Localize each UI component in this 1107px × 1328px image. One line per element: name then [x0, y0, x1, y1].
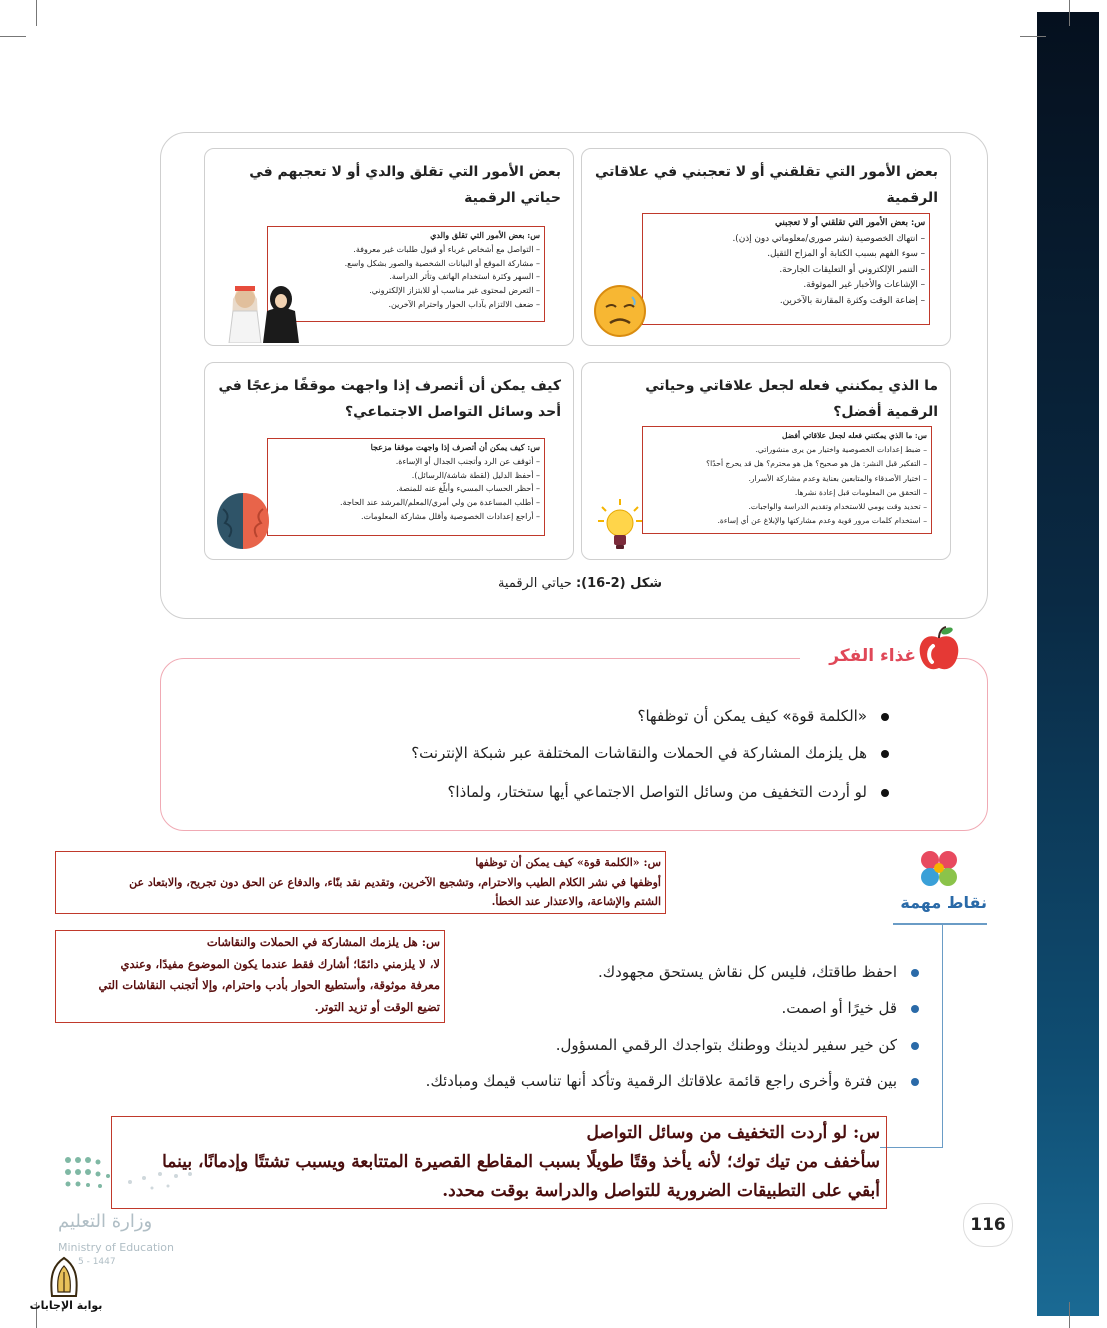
note-line: – التفكير قبل النشر: هل هو صحيح؟ هل هو محترم؟ هل قد يحرج أحدًا؟	[706, 459, 927, 469]
handwritten-note	[642, 426, 932, 534]
flower-icon	[918, 848, 960, 888]
card-handle-annoying	[204, 362, 574, 560]
note-line: – أطلب المساعدة من ولي أمري/المعلم/المرشد عند الحاجة.	[340, 498, 540, 508]
crop-mark	[0, 36, 26, 37]
card-title: كيف يمكن أن أتصرف إذا واجهت موقفًا مزعجًا في أحد وسائل التواصل الاجتماعي؟	[218, 378, 561, 420]
note-line: – أراجع إعدادات الخصوصية وأقلل مشاركة المعلومات.	[360, 511, 540, 521]
points-bullet-text: بين فترة وأخرى راجع قائمة علاقاتك الرقمية وتأكد أنها تناسب قيمك ومبادئك.	[425, 1072, 897, 1090]
points-bullet	[781, 998, 919, 1018]
bullet-dot	[881, 750, 889, 758]
watermark-text: بوابة الإجابات	[29, 1299, 103, 1312]
lightbulb-icon	[596, 497, 644, 553]
bullet-dot	[881, 789, 889, 797]
ministry-name-en: Ministry of Education	[58, 1241, 175, 1254]
bullet-dot	[911, 1042, 919, 1050]
crop-mark	[1020, 36, 1046, 37]
note-line: – أحظر الحساب المسيء وأبلّغ عنه للمنصة.	[396, 484, 540, 494]
figure-caption	[380, 576, 780, 591]
page-number: 116	[963, 1203, 1013, 1247]
note-line: س: ما الذي يمكنني فعله لجعل علاقاتي أفضل	[782, 431, 927, 440]
note-line: – التواصل مع أشخاص غرباء أو قبول طلبات غير معروفة.	[353, 244, 540, 254]
note-line: الشتم والإشاعة، والاعتذار عند الخطأ.	[491, 895, 661, 908]
points-divider	[893, 923, 987, 925]
points-bullet	[556, 1035, 919, 1055]
note-line: سأخفف من تيك توك؛ لأنه يأخذ وقتًا طويلًا بسبب المقاطع القصيرة المتتابعة ويسبب تشتتًا وإدمانًا، بينما	[162, 1152, 880, 1172]
note-line: – اختيار الأصدقاء والمتابعين بعناية وعدم مشاركة الأسرار.	[748, 473, 927, 483]
note-line: تضيع الوقت أو تزيد التوتر.	[314, 999, 440, 1014]
note-line: – السهر وكثرة استخدام الهاتف وتأثر الدراسة.	[389, 272, 540, 282]
card-title: بعض الأمور التي تقلق والدي أو لا تعجبهم في حياتي الرقمية	[249, 164, 561, 206]
note-line: – ضبط إعدادات الخصوصية واختيار من يرى منشوراتي.	[755, 445, 927, 455]
note-line: أبقي على التطبيقات الضرورية للتواصل والدراسة بوقت محدد.	[442, 1181, 880, 1201]
note-line: – مشاركة الموقع أو البيانات الشخصية والصور بشكل واسع.	[344, 258, 540, 268]
note-line: – التعرض لمحتوى غير مناسب أو للابتزاز الإلكتروني.	[369, 286, 540, 296]
note-line: – أحفظ الدليل (لقطة شاشة/الرسائل).	[411, 470, 540, 480]
bullet-dot	[911, 969, 919, 977]
page-edge-band	[1037, 12, 1099, 1316]
note-line: س: بعض الأمور التي تقلقني أو لا تعجبني	[775, 218, 925, 228]
note-line: س: «الكلمة قوة» كيف يمكن أن توظفها	[475, 856, 661, 869]
note-line: لا، لا يلزمني دائمًا؛ أشارك فقط عندما يكون الموضوع مفيدًا، وعندي	[120, 956, 440, 971]
note-line: أوظفها في نشر الكلام الطيب والاحترام، وتشجيع الآخرين، وتقديم نقد بنّاء، والدفاع عن الحق دون تجريح، والابتعاد عن	[129, 875, 661, 889]
note-line: – التنمر الإلكتروني أو التعليقات الجارحة.	[779, 264, 925, 275]
handwritten-note	[642, 213, 930, 325]
note-line: س: لو أردت التخفيف من وسائل التواصل	[586, 1123, 880, 1143]
important-points-title: نقاط مهمة	[900, 893, 987, 912]
points-connector	[942, 925, 943, 1147]
answer-note-2	[55, 930, 445, 1023]
note-line: – ضعف الالتزام بآداب الحوار واحترام الآخرين.	[388, 299, 540, 309]
parents-illustration-icon	[227, 281, 303, 343]
ministry-logo-dots	[60, 1152, 200, 1198]
note-line: – أتوقف عن الرد وأتجنب الجدال أو الإساءة.	[395, 456, 540, 466]
note-line: – انتهاك الخصوصية (نشر صوري/معلوماتي دون إذن).	[732, 233, 925, 244]
note-line: – سوء الفهم بسبب الكتابة أو المزاح الثقيل.	[767, 249, 925, 259]
food-for-thought-title: غذاء الفكر	[800, 646, 922, 666]
note-line: – تحديد وقت يومي للاستخدام وتقديم الدراسة والواجبات.	[748, 502, 927, 512]
card-my-concerns	[581, 148, 951, 346]
note-line: – الإشاعات والأخبار غير الموثوقة.	[803, 280, 925, 290]
card-parents-concerns	[204, 148, 574, 346]
answer-note-1	[55, 851, 666, 914]
worried-face-icon	[592, 283, 648, 339]
note-line: س: كيف يمكن أن أتصرف إذا واجهت موقفا مزعجا	[370, 442, 540, 452]
card-title: ما الذي يمكنني فعله لجعل علاقاتي وحياتي الرقمية أفضل؟	[645, 378, 938, 420]
caption-label: شكل (2-16):	[575, 576, 663, 591]
handwritten-note	[267, 226, 545, 322]
crop-mark	[36, 0, 37, 26]
answer-note-3	[111, 1116, 887, 1209]
points-connector	[880, 1147, 943, 1148]
ministry-name-ar: وزارة التعليم	[58, 1211, 153, 1232]
card-improve-life	[581, 362, 951, 560]
points-bullet	[598, 962, 919, 982]
crop-mark	[1069, 1302, 1070, 1328]
note-line: – إضاعة الوقت وكثرة المقارنة بالآخرين.	[779, 295, 925, 306]
food-bullet-text: لو أردت التخفيف من وسائل التواصل الاجتماعي أيها ستختار، ولماذا؟	[447, 783, 867, 801]
apple-icon	[916, 624, 962, 674]
food-bullet	[411, 743, 889, 763]
food-bullet-text: «الكلمة قوة» كيف يمكن أن توظفها؟	[637, 707, 867, 725]
points-bullet-text: قل خيرًا أو اصمت.	[781, 999, 897, 1017]
edition-label: 5 - 1447	[78, 1257, 116, 1267]
bullet-dot	[881, 713, 889, 721]
caption-text: حياتي الرقمية	[497, 576, 572, 591]
watermark-logo-icon	[44, 1256, 84, 1300]
note-line: س: هل يلزمك المشاركة في الحملات والنقاشات	[206, 935, 440, 949]
card-title: بعض الأمور التي تقلقني أو لا تعجبني في علاقاتي الرقمية	[594, 164, 938, 206]
note-line: س: بعض الأمور التي تقلق والدي	[430, 230, 540, 240]
note-line: – التحقق من المعلومات قبل إعادة نشرها.	[794, 487, 927, 497]
bullet-dot	[911, 1078, 919, 1086]
bullet-dot	[911, 1005, 919, 1013]
handwritten-note	[267, 438, 545, 536]
points-bullet-text: احفظ طاقتك، فليس كل نقاش يستحق مجهودك.	[598, 963, 897, 981]
brain-icon	[215, 489, 271, 553]
points-bullet-text: كن خير سفير لدينك ووطنك بتواجدك الرقمي المسؤول.	[555, 1036, 897, 1054]
note-line: – استخدام كلمات مرور قوية وعدم مشاركتها والإبلاغ عن أي إساءة.	[717, 516, 927, 526]
food-bullet	[447, 782, 889, 802]
food-bullet-text: هل يلزمك المشاركة في الحملات والنقاشات المختلفة عبر شبكة الإنترنت؟	[411, 744, 867, 762]
note-line: معرفة موثوقة، وأستطيع الحوار بأدب واحترام، وإلا أتجنب النقاشات التي	[98, 978, 440, 992]
points-bullet	[426, 1071, 919, 1091]
crop-mark	[1069, 0, 1070, 26]
food-bullet	[638, 706, 890, 726]
